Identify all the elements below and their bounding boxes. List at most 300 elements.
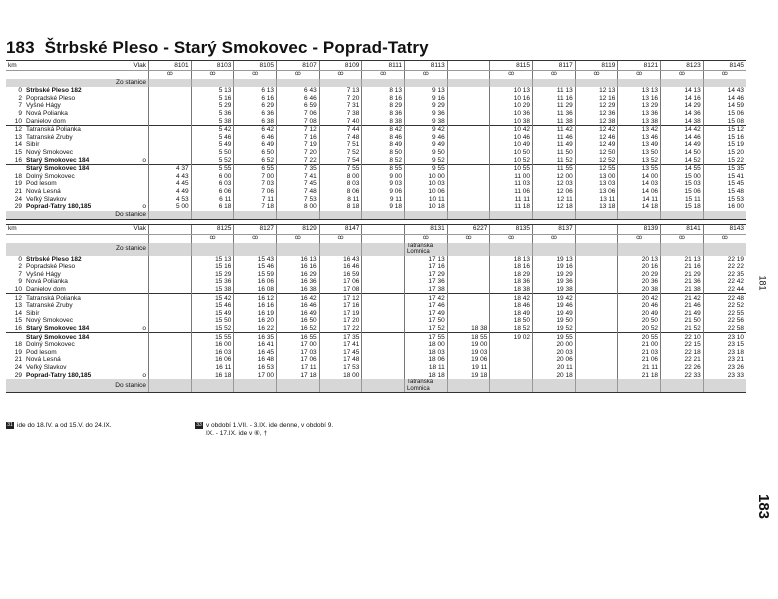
to-cell bbox=[661, 379, 704, 393]
station-name: Vyšné Hágy bbox=[26, 102, 61, 110]
departure-time: 7 00 bbox=[234, 173, 277, 181]
station-cell bbox=[24, 156, 149, 164]
timetable-row bbox=[6, 294, 746, 302]
departure-time: 21 00 bbox=[618, 341, 661, 349]
departure-time bbox=[447, 271, 490, 279]
to-cell bbox=[490, 211, 533, 220]
departure-time: 17 00 bbox=[277, 341, 320, 349]
from-label: Zo stanice bbox=[24, 243, 149, 256]
departure-time: 7 54 bbox=[319, 156, 362, 164]
station-name: Popradské Pleso bbox=[26, 94, 76, 102]
departure-time: 20 55 bbox=[618, 333, 661, 341]
station-cell bbox=[24, 188, 149, 196]
train-number: 8123 bbox=[661, 61, 704, 71]
departure-time: 7 51 bbox=[319, 141, 362, 149]
departure-time bbox=[575, 302, 618, 310]
departure-time: 12 50 bbox=[575, 149, 618, 157]
departure-time: 18 29 bbox=[490, 271, 533, 279]
departure-time: 11 36 bbox=[533, 110, 576, 118]
departure-time bbox=[362, 325, 405, 333]
to-cell bbox=[319, 211, 362, 220]
timetable-row bbox=[6, 102, 746, 110]
station-cell bbox=[24, 310, 149, 318]
station-cell bbox=[24, 371, 149, 379]
departure-time: 18 38 bbox=[447, 325, 490, 333]
station-name: Sibír bbox=[26, 309, 40, 317]
departure-time: 9 36 bbox=[405, 110, 448, 118]
train-number: 8143 bbox=[703, 224, 746, 234]
departure-time: 16 00 bbox=[703, 203, 746, 211]
departure-time: 15 03 bbox=[661, 180, 704, 188]
departure-time bbox=[447, 263, 490, 271]
station-cell bbox=[24, 141, 149, 149]
departure-time: 16 52 bbox=[277, 325, 320, 333]
departure-time: 10 50 bbox=[490, 149, 533, 157]
timetable-row bbox=[6, 325, 746, 333]
side-page-number: 181 bbox=[757, 275, 768, 291]
km-value: 7 bbox=[18, 270, 22, 278]
km-value: 13 bbox=[14, 133, 22, 141]
to-cell bbox=[703, 379, 746, 393]
departure-time: 19 16 bbox=[533, 263, 576, 271]
departure-time: 17 50 bbox=[405, 317, 448, 325]
timetable-row bbox=[6, 203, 746, 211]
timetable-row bbox=[6, 188, 746, 196]
to-cell bbox=[362, 211, 405, 220]
departure-time: 4 37 bbox=[149, 164, 192, 172]
timetable-row bbox=[6, 286, 746, 294]
departure-time: 17 16 bbox=[319, 302, 362, 310]
departure-time bbox=[362, 286, 405, 294]
departure-time: 23 15 bbox=[703, 341, 746, 349]
departure-time: 17 00 bbox=[234, 371, 277, 379]
train-number: 8115 bbox=[490, 61, 533, 71]
departure-time: 15 20 bbox=[703, 149, 746, 157]
km-value: 15 bbox=[14, 317, 22, 325]
departure-time: 7 06 bbox=[234, 188, 277, 196]
station-name: Starý Smokovec 184 bbox=[26, 333, 90, 341]
vlak-header: Vlak bbox=[24, 224, 149, 234]
bicycle-icon: ꝏ bbox=[234, 71, 277, 80]
departure-time: 5 52 bbox=[191, 156, 234, 164]
departure-time bbox=[149, 364, 192, 372]
departure-time: 20 06 bbox=[533, 356, 576, 364]
departure-time: 7 38 bbox=[319, 110, 362, 118]
departure-time: 22 15 bbox=[661, 341, 704, 349]
departure-time: 14 52 bbox=[661, 156, 704, 164]
departure-time: 20 50 bbox=[618, 317, 661, 325]
departure-time: 4 49 bbox=[149, 188, 192, 196]
km-value bbox=[6, 164, 24, 172]
departure-time: 10 36 bbox=[490, 110, 533, 118]
footnote-1-symbol: 31 bbox=[7, 422, 13, 428]
timetable-row bbox=[6, 141, 746, 149]
departure-time: 21 46 bbox=[661, 302, 704, 310]
departure-time: 10 16 bbox=[490, 95, 533, 103]
departure-time bbox=[149, 256, 192, 264]
departure-time: 21 13 bbox=[661, 256, 704, 264]
departure-time: 9 55 bbox=[405, 164, 448, 172]
page-title bbox=[6, 38, 429, 58]
departure-time: 17 29 bbox=[405, 271, 448, 279]
departure-time: 6 43 bbox=[277, 87, 320, 95]
departure-time: 8 42 bbox=[362, 125, 405, 133]
station-cell bbox=[24, 341, 149, 349]
departure-time: 8 46 bbox=[362, 134, 405, 142]
train-number: 8147 bbox=[319, 224, 362, 234]
station-cell bbox=[24, 102, 149, 110]
to-station-row bbox=[6, 211, 746, 220]
from-cell bbox=[661, 243, 704, 256]
departure-time: 16 16 bbox=[277, 263, 320, 271]
departure-time: 11 55 bbox=[533, 164, 576, 172]
departure-time: 20 52 bbox=[618, 325, 661, 333]
departure-time: 7 53 bbox=[277, 195, 320, 203]
departure-time: 7 40 bbox=[319, 117, 362, 125]
station-cell bbox=[24, 325, 149, 333]
departure-time: 8 00 bbox=[277, 203, 320, 211]
km-value: 2 bbox=[18, 263, 22, 271]
station-cell bbox=[24, 256, 149, 264]
departure-time: 17 06 bbox=[277, 356, 320, 364]
from-station-row bbox=[6, 79, 746, 87]
departure-time: 15 35 bbox=[703, 164, 746, 172]
departure-time: 20 00 bbox=[533, 341, 576, 349]
timetable-row bbox=[6, 164, 746, 172]
departure-time: 14 50 bbox=[661, 149, 704, 157]
departure-time: 14 46 bbox=[661, 134, 704, 142]
footnote-1-text: ide do 18.IV. a od 15.V. do 24.IX. bbox=[17, 422, 112, 430]
departure-time bbox=[447, 286, 490, 294]
km-value: 12 bbox=[6, 125, 24, 133]
departure-time: 9 11 bbox=[362, 195, 405, 203]
departure-time: 9 52 bbox=[405, 156, 448, 164]
timetable-row bbox=[6, 278, 746, 286]
timetable-row bbox=[6, 256, 746, 264]
departure-time: 19 18 bbox=[447, 371, 490, 379]
departure-time: 15 59 bbox=[234, 271, 277, 279]
km-value: 29 bbox=[14, 371, 22, 379]
to-cell bbox=[661, 211, 704, 220]
departure-time: 21 49 bbox=[661, 310, 704, 318]
departure-time: 7 12 bbox=[277, 125, 320, 133]
train-number bbox=[149, 224, 192, 234]
bicycle-icon bbox=[362, 234, 405, 243]
station-name: Starý Smokovec 184 bbox=[26, 325, 90, 333]
departure-time: 6 16 bbox=[234, 95, 277, 103]
departure-time: 13 52 bbox=[618, 156, 661, 164]
timetable-row bbox=[6, 317, 746, 325]
km-value: 24 bbox=[14, 195, 22, 203]
departure-time: 17 35 bbox=[319, 333, 362, 341]
train-number bbox=[447, 61, 490, 71]
train-number: 8109 bbox=[319, 61, 362, 71]
bicycle-icon: ꝏ bbox=[661, 71, 704, 80]
station-name: Pod lesom bbox=[26, 180, 57, 188]
from-cell bbox=[362, 243, 405, 256]
departure-time: 7 31 bbox=[319, 102, 362, 110]
station-cell bbox=[24, 95, 149, 103]
departure-time: 16 59 bbox=[319, 271, 362, 279]
departure-time: 8 16 bbox=[362, 95, 405, 103]
terminal-mark: o bbox=[142, 325, 146, 333]
timetable-row bbox=[6, 95, 746, 103]
timetable-row bbox=[6, 302, 746, 310]
departure-time: 10 06 bbox=[405, 188, 448, 196]
to-cell bbox=[362, 379, 405, 393]
service-icons-row bbox=[6, 71, 746, 80]
departure-time: 17 42 bbox=[405, 294, 448, 302]
departure-time: 6 59 bbox=[277, 102, 320, 110]
station-cell bbox=[24, 180, 149, 188]
from-cell bbox=[703, 243, 746, 256]
departure-time: 17 06 bbox=[319, 278, 362, 286]
departure-time: 15 46 bbox=[234, 263, 277, 271]
departure-time: 12 52 bbox=[575, 156, 618, 164]
bicycle-icon: ꝏ bbox=[533, 234, 576, 243]
train-number: 8141 bbox=[661, 224, 704, 234]
timetable-row bbox=[6, 149, 746, 157]
to-cell bbox=[405, 211, 448, 220]
departure-time bbox=[149, 117, 192, 125]
departure-time: 17 16 bbox=[405, 263, 448, 271]
departure-time bbox=[149, 263, 192, 271]
departure-time: 13 06 bbox=[575, 188, 618, 196]
to-cell bbox=[191, 379, 234, 393]
departure-time: 16 49 bbox=[277, 310, 320, 318]
departure-time bbox=[575, 271, 618, 279]
departure-time bbox=[575, 310, 618, 318]
timetable-table-1 bbox=[6, 60, 746, 220]
departure-time: 19 03 bbox=[447, 349, 490, 357]
vlak-header: Vlak bbox=[24, 61, 149, 71]
timetable-row bbox=[6, 364, 746, 372]
timetable-row bbox=[6, 271, 746, 279]
footnote-1 bbox=[6, 422, 112, 430]
departure-time: 18 36 bbox=[490, 278, 533, 286]
station-cell bbox=[24, 195, 149, 203]
station-cell bbox=[24, 117, 149, 125]
departure-time: 16 38 bbox=[277, 286, 320, 294]
bicycle-icon: ꝏ bbox=[319, 71, 362, 80]
departure-time: 10 52 bbox=[490, 156, 533, 164]
departure-time: 7 35 bbox=[277, 164, 320, 172]
departure-time: 23 21 bbox=[703, 356, 746, 364]
departure-time: 15 52 bbox=[191, 325, 234, 333]
departure-time: 16 53 bbox=[234, 364, 277, 372]
departure-time bbox=[575, 364, 618, 372]
departure-time: 19 36 bbox=[533, 278, 576, 286]
departure-time bbox=[149, 349, 192, 357]
station-name: Nová Polianka bbox=[26, 278, 68, 286]
departure-time: 17 52 bbox=[405, 325, 448, 333]
station-cell bbox=[24, 364, 149, 372]
station-name: Vyšné Hágy bbox=[26, 270, 61, 278]
footnote-2 bbox=[195, 422, 333, 437]
train-number: 8119 bbox=[575, 61, 618, 71]
to-cell bbox=[533, 379, 576, 393]
timetable-row bbox=[6, 173, 746, 181]
from-cell bbox=[490, 243, 533, 256]
departure-time: 23 10 bbox=[703, 333, 746, 341]
bicycle-icon: ꝏ bbox=[447, 234, 490, 243]
footnote-2-symbol: 33 bbox=[196, 422, 202, 428]
departure-time: 11 50 bbox=[533, 149, 576, 157]
departure-time: 19 13 bbox=[533, 256, 576, 264]
departure-time: 6 00 bbox=[191, 173, 234, 181]
departure-time bbox=[447, 310, 490, 318]
departure-time: 8 36 bbox=[362, 110, 405, 118]
departure-time: 14 06 bbox=[618, 188, 661, 196]
departure-time: 13 50 bbox=[618, 149, 661, 157]
departure-time bbox=[447, 149, 490, 157]
km-value: 14 bbox=[14, 309, 22, 317]
departure-time: 18 16 bbox=[490, 263, 533, 271]
station-name: Tatranské Zruby bbox=[26, 133, 73, 141]
bicycle-icon: ꝏ bbox=[618, 234, 661, 243]
departure-time: 7 48 bbox=[277, 188, 320, 196]
departure-time: 16 45 bbox=[234, 349, 277, 357]
departure-time: 15 08 bbox=[703, 117, 746, 125]
departure-time: 16 41 bbox=[234, 341, 277, 349]
station-cell bbox=[24, 87, 149, 95]
departure-time: 7 03 bbox=[234, 180, 277, 188]
departure-time: 13 03 bbox=[575, 180, 618, 188]
bicycle-icon bbox=[447, 71, 490, 80]
departure-time: 17 22 bbox=[319, 325, 362, 333]
station-cell bbox=[24, 203, 149, 211]
departure-time: 5 42 bbox=[191, 125, 234, 133]
departure-time: 20 13 bbox=[618, 256, 661, 264]
departure-time: 15 42 bbox=[191, 294, 234, 302]
departure-time: 22 19 bbox=[703, 256, 746, 264]
departure-time: 17 13 bbox=[405, 256, 448, 264]
departure-time: 14 55 bbox=[661, 164, 704, 172]
departure-time: 17 11 bbox=[277, 364, 320, 372]
bicycle-icon bbox=[575, 234, 618, 243]
departure-time: 8 38 bbox=[362, 117, 405, 125]
to-cell bbox=[277, 211, 320, 220]
station-name: Štrbské Pleso 182 bbox=[26, 87, 82, 95]
departure-time: 18 42 bbox=[490, 294, 533, 302]
from-cell bbox=[618, 243, 661, 256]
departure-time: 11 29 bbox=[533, 102, 576, 110]
departure-time bbox=[575, 317, 618, 325]
terminal-mark: o bbox=[142, 371, 146, 379]
departure-time: 17 19 bbox=[319, 310, 362, 318]
departure-time: 8 52 bbox=[362, 156, 405, 164]
from-cell bbox=[575, 79, 618, 87]
departure-time: 21 18 bbox=[618, 371, 661, 379]
timetable-row bbox=[6, 333, 746, 341]
departure-time: 15 16 bbox=[703, 134, 746, 142]
departure-time: 12 38 bbox=[575, 117, 618, 125]
departure-time: 13 29 bbox=[618, 102, 661, 110]
departure-time: 16 46 bbox=[277, 302, 320, 310]
departure-time: 15 18 bbox=[661, 203, 704, 211]
km-value bbox=[6, 333, 24, 341]
departure-time: 16 13 bbox=[277, 256, 320, 264]
departure-time: 19 55 bbox=[533, 333, 576, 341]
departure-time: 6 42 bbox=[234, 125, 277, 133]
departure-time: 10 03 bbox=[405, 180, 448, 188]
departure-time: 13 00 bbox=[575, 173, 618, 181]
departure-time bbox=[575, 294, 618, 302]
departure-time: 19 46 bbox=[533, 302, 576, 310]
departure-time: 15 06 bbox=[661, 188, 704, 196]
departure-time: 16 35 bbox=[234, 333, 277, 341]
departure-time bbox=[149, 294, 192, 302]
departure-time bbox=[447, 125, 490, 133]
timetable-row bbox=[6, 110, 746, 118]
departure-time: 12 55 bbox=[575, 164, 618, 172]
km-value: 0 bbox=[18, 87, 22, 95]
departure-time: 10 29 bbox=[490, 102, 533, 110]
departure-time: 18 55 bbox=[447, 333, 490, 341]
departure-time: 22 18 bbox=[661, 349, 704, 357]
departure-time: 14 11 bbox=[618, 195, 661, 203]
departure-time: 9 38 bbox=[405, 117, 448, 125]
departure-time: 7 19 bbox=[277, 141, 320, 149]
departure-time: 11 13 bbox=[533, 87, 576, 95]
departure-time: 21 11 bbox=[618, 364, 661, 372]
departure-time: 13 55 bbox=[618, 164, 661, 172]
departure-time: 11 03 bbox=[490, 180, 533, 188]
departure-time: 6 03 bbox=[191, 180, 234, 188]
station-cell bbox=[24, 173, 149, 181]
departure-time: 19 29 bbox=[533, 271, 576, 279]
departure-time: 11 11 bbox=[490, 195, 533, 203]
departure-time bbox=[447, 156, 490, 164]
bicycle-icon: ꝏ bbox=[405, 234, 448, 243]
station-cell bbox=[24, 278, 149, 286]
departure-time bbox=[149, 302, 192, 310]
departure-time: 20 38 bbox=[618, 286, 661, 294]
station-name: Dolný Smokovec bbox=[26, 172, 75, 180]
departure-time: 20 03 bbox=[533, 349, 576, 357]
km-value: 15 bbox=[14, 148, 22, 156]
departure-time bbox=[575, 371, 618, 379]
departure-time: 8 49 bbox=[362, 141, 405, 149]
departure-time: 16 06 bbox=[234, 278, 277, 286]
km-value: 13 bbox=[14, 302, 22, 310]
to-cell bbox=[490, 379, 533, 393]
departure-time: 14 03 bbox=[618, 180, 661, 188]
station-name: Starý Smokovec 184 bbox=[26, 156, 90, 164]
departure-time bbox=[362, 294, 405, 302]
departure-time: 16 19 bbox=[234, 310, 277, 318]
departure-time: 14 49 bbox=[661, 141, 704, 149]
from-cell bbox=[149, 79, 192, 87]
train-number: 8105 bbox=[234, 61, 277, 71]
departure-time: 9 00 bbox=[362, 173, 405, 181]
departure-time bbox=[149, 134, 192, 142]
departure-time: 14 00 bbox=[618, 173, 661, 181]
departure-time: 15 46 bbox=[191, 302, 234, 310]
departure-time: 7 22 bbox=[277, 156, 320, 164]
departure-time: 13 13 bbox=[618, 87, 661, 95]
from-cell bbox=[405, 79, 448, 87]
departure-time: 14 43 bbox=[703, 87, 746, 95]
bicycle-icon: ꝏ bbox=[362, 71, 405, 80]
departure-time: 14 46 bbox=[703, 95, 746, 103]
departure-time: 9 06 bbox=[362, 188, 405, 196]
departure-time bbox=[490, 341, 533, 349]
departure-time bbox=[362, 333, 405, 341]
departure-time: 4 53 bbox=[149, 195, 192, 203]
departure-time bbox=[490, 349, 533, 357]
departure-time: 11 38 bbox=[533, 117, 576, 125]
